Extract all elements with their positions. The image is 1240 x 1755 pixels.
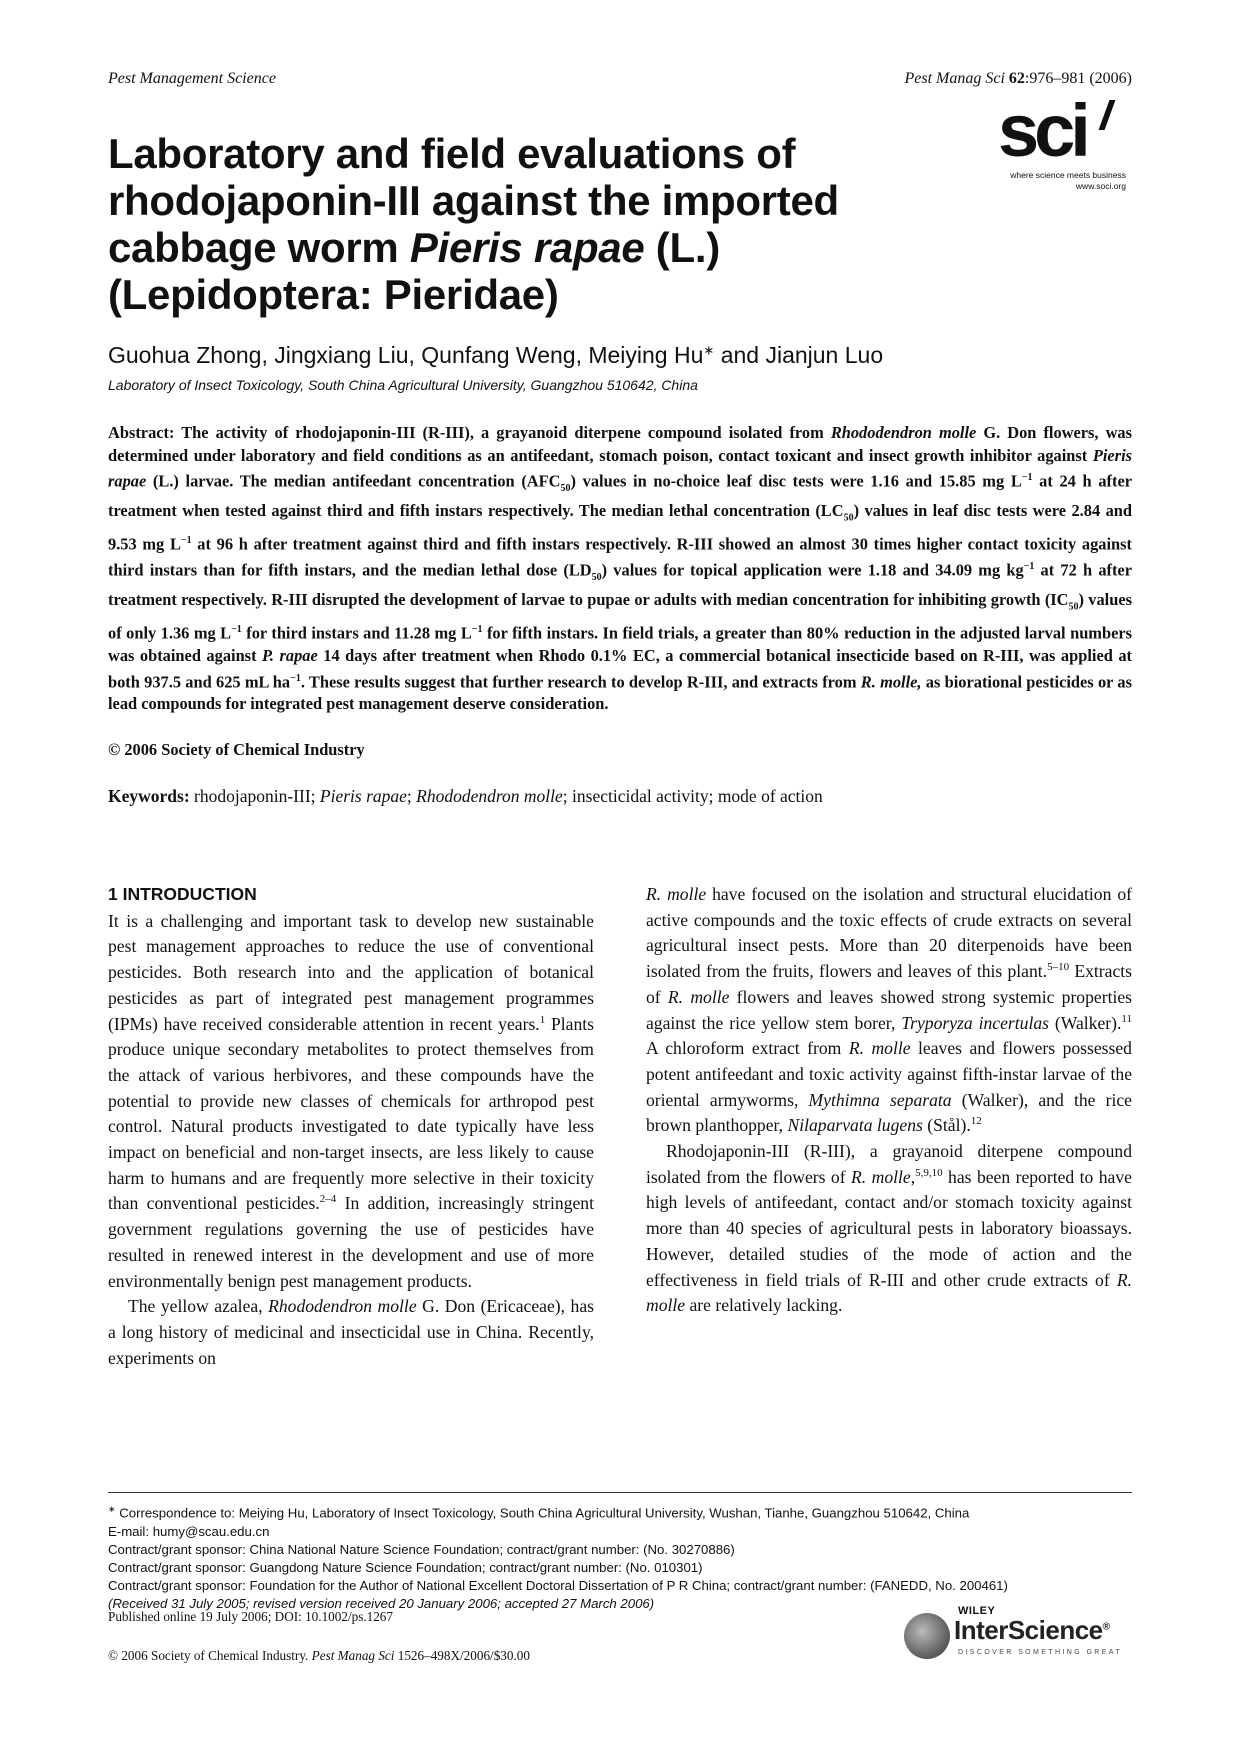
superscript-minus-one: −1	[180, 535, 192, 547]
abstract-text: ) values in no-choice leaf disc tests were 1.16 and 15.85 mg L	[570, 471, 1022, 491]
interscience-text: InterScience	[954, 1615, 1103, 1645]
abstract-text: (L.) larvae. The median antifeedant concentration (AFC	[146, 471, 561, 491]
subscript-50: 50	[591, 571, 602, 583]
superscript-minus-one: −1	[471, 624, 483, 636]
abstract-text: ) values of only 1.36 mg L	[108, 590, 1132, 643]
body-text: ,	[910, 1166, 916, 1187]
body-text: Plants produce unique secondary metabolites to protect themselves from the attack of various herbivores, and these compounds have the potential to provide new classes of chemicals for arthropod pest control. Natural products investigated to date typically have less impact on beneficial and non-target insects, are less likely to cause harm to humans and are frequently more selective in their toxicity than conventional pesticides.	[108, 1013, 594, 1214]
body-column-right	[646, 882, 1132, 1319]
running-header-journal: Pest Management Science	[108, 70, 276, 87]
citation-ref: 5,9,10	[915, 1166, 943, 1179]
footnote-sponsor: Contract/grant sponsor: Guangdong Nature Science Foundation; contract/grant number: (No. 010301)	[108, 1560, 703, 1575]
author-list	[108, 342, 883, 369]
body-text: Extracts of	[646, 961, 1132, 1007]
abstract-text: ) values in leaf disc tests were 2.84 and 9.53 mg L	[108, 501, 1132, 554]
superscript-minus-one: −1	[1021, 472, 1033, 483]
abstract-text: . These results suggest that further research to develop R-III, and extracts from	[300, 671, 861, 691]
copyright-issn: 1526–498X/2006/$30.00	[394, 1648, 530, 1663]
species-name: R. molle	[848, 1038, 911, 1059]
corresponding-author-mark: ∗	[703, 342, 715, 358]
copyright-journal: Pest Manag Sci	[311, 1648, 395, 1663]
body-text: The yellow azalea,	[128, 1296, 269, 1317]
abstract-text: at 72 h after treatment respectively. R-III disrupted the development of larvae to pupae or adults with median concentration for inhibiting growth (IC	[108, 560, 1132, 610]
subscript-50: 50	[843, 512, 854, 524]
author-affiliation: Laboratory of Insect Toxicology, South China Agricultural University, Guangzhou 510642, China	[108, 377, 698, 393]
footnote-mark: ∗	[108, 1504, 116, 1514]
abstract-text: for third instars and 11.28 mg L	[241, 623, 472, 643]
body-text: has been reported to have high levels of antifeedant, contact and/or stomach toxicity against more than 40 species of agricultural pests in laboratory bioassays. However, detailed studies of the mode of action and the effectiveness in field trials of R-III and other crude extracts of	[646, 1166, 1132, 1290]
citation-pages: :976–981 (2006)	[1024, 70, 1132, 87]
footnote-sponsor: Contract/grant sponsor: China National Nature Science Foundation; contract/grant number: (No. 30270886)	[108, 1541, 735, 1557]
abstract-text: G. Don flowers, was determined under laboratory and field conditions as an antifeedant, stomach poison, contact toxicant and insect growth inhibitor against	[108, 423, 1132, 465]
abstract-text: The activity of rhodojaponin-III (R-III), a grayanoid diterpene compound isolated from	[174, 423, 831, 442]
section-heading-introduction: 1 INTRODUCTION	[108, 884, 257, 904]
wiley-label: WILEY	[958, 1605, 996, 1617]
body-text: flowers and leaves showed strong systemic properties against the rice yellow stem borer,	[646, 986, 1132, 1033]
body-text: A chloroform extract from	[646, 1038, 849, 1059]
authors-after: and Jianjun Luo	[714, 342, 884, 368]
citation-ref: 1	[539, 1013, 546, 1026]
abstract-text: at 24 h after treatment when tested against third and fifth instars respectively. The median lethal concentration (LC	[108, 471, 1132, 521]
sci-logo-tagline-text: where science meets business	[1010, 170, 1126, 180]
abstract-label: Abstract:	[108, 423, 175, 442]
species-name: Nilaparvata lugens	[787, 1115, 923, 1136]
footnote-divider	[108, 1492, 1132, 1493]
keyword: ; insecticidal activity; mode of action	[562, 786, 823, 806]
body-text: are relatively lacking.	[685, 1295, 843, 1316]
species-name: R. molle	[646, 1269, 1132, 1316]
body-text: (Stål).	[922, 1115, 971, 1136]
citation-ref: 5–10	[1047, 961, 1070, 974]
species-name: R. molle	[667, 986, 730, 1007]
citation-ref: 12	[970, 1115, 982, 1128]
keyword-separator: ;	[406, 786, 417, 806]
authors-before: Guohua Zhong, Jingxiang Liu, Qunfang Weng, Meiying Hu	[108, 342, 704, 368]
registered-mark: ®	[1102, 1621, 1110, 1633]
footnote-received: (Received 31 July 2005; revised version received 20 January 2006; accepted 27 March 2006)	[108, 1596, 655, 1612]
published-doi: Published online 19 July 2006; DOI: 10.1002/ps.1267	[108, 1609, 393, 1624]
abstract	[108, 422, 1132, 716]
sci-logo-url: www.soci.org	[1075, 181, 1126, 191]
paragraph	[646, 1139, 1132, 1319]
citation-volume: 62	[1008, 70, 1025, 87]
abstract-text: as biorational pesticides or as lead compounds for integrated pest management deserve consideration.	[108, 671, 1132, 714]
bottom-copyright	[108, 1648, 530, 1664]
article-title	[108, 130, 988, 318]
paragraph	[646, 882, 1132, 1139]
keyword: Rhododendron molle	[416, 786, 563, 806]
keywords-label: Keywords:	[108, 786, 190, 806]
abstract-text: ) values for topical application were 1.18 and 34.09 mg kg	[601, 560, 1024, 580]
body-text: have focused on the isolation and structural elucidation of active compounds and the toxic effects of crude extracts on several agricultural insect pests. More than 20 diterpenoids have been isolated from the fruits, flowers and leaves of this plant.	[646, 884, 1132, 982]
superscript-minus-one: −1	[290, 672, 301, 684]
abstract-text: at 96 h after treatment against third and fifth instars respectively. R-III showed an almost 30 times higher contact toxicity against third instars than for fifth instars, and the median lethal dose (LD	[108, 534, 1132, 580]
footnote-sponsor: Contract/grant sponsor: Foundation for the Author of National Excellent Doctoral Dissertation of P R China; contract/grant number: (FANEDD, No. 200461)	[108, 1578, 1008, 1594]
interscience-label	[954, 1615, 1110, 1646]
keyword: rhodojaponin-III;	[189, 786, 320, 806]
abstract-species: Pieris rapae	[108, 445, 1132, 491]
abstract-species: P. rapae	[262, 646, 318, 665]
footnote-correspondence	[108, 1500, 1132, 1523]
citation-ref: 2–4	[319, 1193, 337, 1206]
abstract-text: 14 days after treatment when Rhodo 0.1% EC, a commercial botanical insecticide based on R-III, was applied at both 937.5 and 625 mL ha	[108, 646, 1132, 691]
keywords	[108, 786, 1132, 807]
sci-logo-mark: sci	[998, 89, 1086, 172]
sci-logo	[998, 89, 1126, 200]
body-text: (Walker), and the rice brown planthopper,	[646, 1089, 1132, 1136]
title-part2: (L.) (Lepidoptera: Pieridae)	[108, 224, 720, 318]
abstract-copyright: © 2006 Society of Chemical Industry	[108, 740, 365, 759]
paragraph	[108, 1294, 594, 1371]
superscript-minus-one: −1	[231, 624, 242, 636]
species-name: Rhododendron molle	[268, 1296, 417, 1317]
sci-logo-tagline	[998, 170, 1126, 192]
copyright-text: © 2006 Society of Chemical Industry.	[108, 1648, 312, 1663]
footnote-email: E-mail: humy@scau.edu.cn	[108, 1523, 270, 1539]
running-header-citation	[904, 70, 1132, 88]
species-name: Tryporyza incertulas	[901, 1012, 1049, 1033]
superscript-minus-one: −1	[1023, 561, 1035, 572]
keyword: Pieris rapae	[319, 786, 407, 806]
body-text: Rhodojaponin-III (R-III), a grayanoid diterpene compound isolated from the flowers of	[646, 1141, 1132, 1187]
body-text: G. Don (Ericaceae), has a long history of medicinal and insecticidal use in China. Recently, experiments on	[108, 1296, 594, 1368]
paragraph	[108, 909, 594, 1295]
body-text: It is a challenging and important task to develop new sustainable pest management approaches to reduce the use of conventional pesticides. Both research into and the application of botanical pesticides as part of integrated pest management programmes (IPMs) have received considerable attention in recent years.	[108, 910, 594, 1034]
footnotes	[108, 1500, 1132, 1614]
abstract-text: for fifth instars. In field trials, a greater than 80% reduction in the adjusted larval numbers was obtained against	[108, 623, 1133, 665]
abstract-species: Rhododendron molle	[830, 423, 977, 442]
body-text: In addition, increasingly stringent government regulations governing the use of pesticides have resulted in renewed interest in the development and use of more environmentally benign pest management products.	[108, 1193, 594, 1291]
body-column-left	[108, 882, 594, 1371]
subscript-50: 50	[1068, 601, 1079, 613]
citation-ref: 11	[1121, 1012, 1132, 1025]
species-name: R. molle	[646, 884, 707, 904]
globe-icon	[904, 1613, 950, 1659]
abstract-species: R. molle,	[860, 671, 922, 691]
title-part1: Laboratory and field evaluations of rhodojaponin-III against the imported cabbage worm	[108, 130, 839, 271]
title-species: Pieris rapae	[409, 224, 645, 271]
interscience-tagline: DISCOVER SOMETHING GREAT	[958, 1649, 1123, 1656]
citation-journal: Pest Manag Sci	[904, 70, 1005, 87]
body-text: (Walker).	[1048, 1012, 1122, 1033]
subscript-50: 50	[560, 482, 571, 494]
wiley-interscience-logo	[900, 1603, 1130, 1663]
species-name: R. molle	[851, 1166, 911, 1187]
body-text: leaves and flowers possessed potent antifeedant and toxic activity against fifth-instar larvae of the oriental armyworms,	[646, 1038, 1132, 1110]
footnote-text: Correspondence to: Meiying Hu, Laboratory of Insect Toxicology, South China Agricultural University, Wushan, Tianhe, Guangzhou 510642, China	[115, 1505, 970, 1521]
species-name: Mythimna separata	[808, 1089, 952, 1110]
